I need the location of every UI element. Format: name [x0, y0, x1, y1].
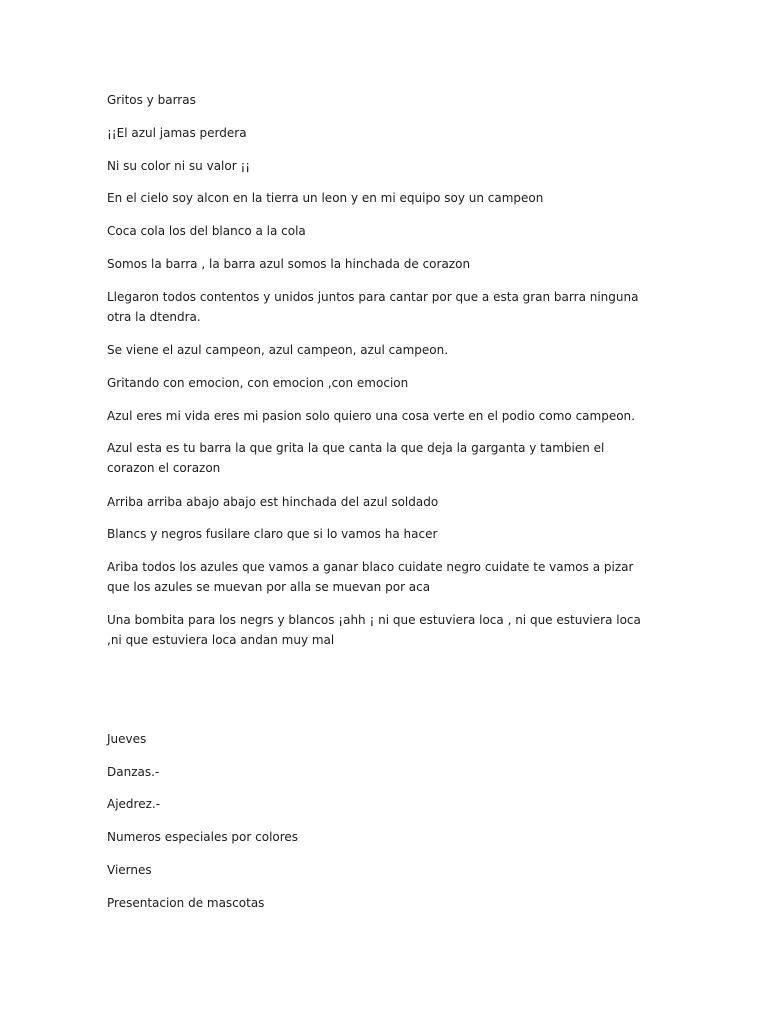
- schedule-line: Ajedrez.-: [107, 797, 161, 811]
- schedule-line: Jueves: [107, 732, 147, 746]
- schedule-line: Presentacion de mascotas: [107, 896, 265, 910]
- schedule-line: Viernes: [107, 863, 152, 877]
- chant-line: Somos la barra , la barra azul somos la hinchada de corazon: [107, 257, 471, 271]
- chant-line: Azul eres mi vida eres mi pasion solo quiero una cosa verte en el podio como campeon.: [107, 409, 635, 423]
- chant-line: Arriba arriba abajo abajo est hinchada del azul soldado: [107, 495, 439, 509]
- chant-line: ¡¡El azul jamas perdera: [107, 126, 247, 140]
- chant-line: Ariba todos los azules que vamos a ganar blaco cuidate negro cuidate te vamos a pizar que los azules se muevan por alla se muevan por aca: [107, 560, 634, 594]
- chant-line: Llegaron todos contentos y unidos juntos para cantar por que a esta gran barra ninguna otra la dtendra.: [107, 290, 639, 324]
- chant-line: Azul esta es tu barra la que grita la que canta la que deja la garganta y tambien el corazon el corazon: [107, 441, 605, 475]
- chant-line: Una bombita para los negrs y blancos ¡ahh ¡ ni que estuviera loca , ni que estuviera loca ,ni que estuviera loca andan muy mal: [107, 613, 641, 647]
- chant-line: Blancs y negros fusilare claro que si lo vamos ha hacer: [107, 527, 438, 541]
- document-heading: Gritos y barras: [107, 93, 196, 107]
- schedule-line: Numeros especiales por colores: [107, 830, 299, 844]
- chant-line: Ni su color ni su valor ¡¡: [107, 159, 251, 173]
- chant-line: Se viene el azul campeon, azul campeon, azul campeon.: [107, 343, 449, 357]
- schedule-line: Danzas.-: [107, 765, 160, 779]
- chant-line: En el cielo soy alcon en la tierra un leon y en mi equipo soy un campeon: [107, 191, 544, 205]
- chant-line: Gritando con emocion, con emocion ,con emocion: [107, 376, 409, 390]
- chant-line: Coca cola los del blanco a la cola: [107, 224, 306, 238]
